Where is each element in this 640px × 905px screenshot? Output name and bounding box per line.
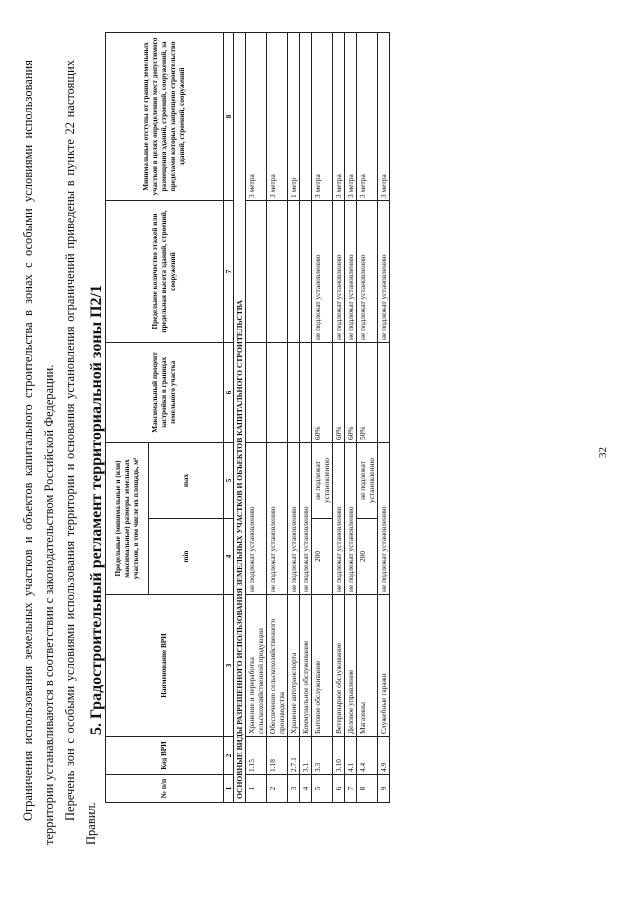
header-code: Код ВРИ [106, 737, 224, 775]
cell-percent [288, 342, 300, 442]
cell-num: 2 [267, 775, 288, 803]
cell-name: Обеспечение сельскохозяйственного производства [267, 595, 288, 737]
header-indent: Минимальные отступы от границ земельных участков в целях определения мест допустимого размещения зданий, строений, сооружений, за пределами которых запрещено строительство зданий, строений, сооружений [106, 32, 224, 200]
cell-percent [300, 342, 312, 442]
cell-indent: 1 метр [288, 32, 300, 200]
column-number: 2 [224, 737, 234, 775]
regulation-table [105, 32, 390, 803]
header-percent: Максимальный процент застройки в границах земельного участка [106, 342, 224, 442]
cell-code: 4.4 [357, 737, 378, 775]
column-number: 6 [224, 342, 234, 442]
table-row [333, 32, 345, 802]
header-num: № п/п [106, 775, 224, 803]
intro-paragraph-1: Ограничения использования земельных участков и объектов капитального строительства в зонах с особыми условиями использования территории устанавливаются в соответствии с законодательством Российской Федерации. [21, 60, 56, 845]
table-row [357, 32, 378, 802]
cell-code: 3.1 [300, 737, 312, 775]
cell-min: не подлежат установлению [246, 442, 267, 594]
cell-percent: 50% [357, 342, 378, 442]
table-header-row [106, 32, 149, 802]
column-number: 4 [224, 519, 234, 595]
cell-num: 6 [333, 775, 345, 803]
cell-percent [267, 342, 288, 442]
cell-name: Бытовое обслуживание [312, 595, 333, 737]
cell-percent [246, 342, 267, 442]
cell-indent: 3 метра [357, 32, 378, 200]
cell-code: 3.10 [333, 737, 345, 775]
cell-min: не подлежат установлению [288, 442, 300, 594]
table-row [345, 32, 357, 802]
cell-max: не подлежат установлению [312, 442, 333, 518]
cell-num: 1 [246, 775, 267, 803]
cell-floors [267, 200, 288, 342]
cell-floors: не подлежат установлению [312, 200, 333, 342]
cell-num: 3 [288, 775, 300, 803]
cell-name: Деловое управление [345, 595, 357, 737]
header-name: Наименование ВРИ [106, 595, 224, 737]
header-max: max [149, 442, 224, 518]
cell-indent: 3 метра [246, 32, 267, 200]
table-row [288, 32, 300, 802]
cell-indent: 3 метра [312, 32, 333, 200]
section-title: 5. Градостроительный регламент территориальной зоны П2/1 [88, 285, 105, 735]
cell-code: 1.15 [246, 737, 267, 775]
cell-floors: не подлежат установлению [357, 200, 378, 342]
cell-indent: 3 метра [267, 32, 288, 200]
section-label: ОСНОВНЫЕ ВИДЫ РАЗРЕШЕННОГО ИСПОЛЬЗОВАНИЯ ЗЕМЕЛЬНЫХ УЧАСТКОВ И ОБЪЕКТОВ КАПИТАЛЬНОГО СТРОИТЕЛЬСТВА [234, 32, 246, 802]
cell-min: не подлежат установлению [300, 442, 312, 594]
cell-floors: не подлежат установлению [333, 200, 345, 342]
cell-min: не подлежат установлению [378, 442, 390, 594]
page-number: 32 [597, 447, 609, 458]
cell-percent [378, 342, 390, 442]
cell-code: 1.18 [267, 737, 288, 775]
cell-min: не подлежат установлению [267, 442, 288, 594]
cell-num: 7 [345, 775, 357, 803]
table-row [378, 32, 390, 802]
cell-num: 5 [312, 775, 333, 803]
column-number: 5 [224, 442, 234, 518]
cell-num: 4 [300, 775, 312, 803]
cell-code: 4.9 [378, 737, 390, 775]
column-number: 8 [224, 32, 234, 200]
cell-code: 4.1 [345, 737, 357, 775]
column-number: 7 [224, 200, 234, 342]
header-floors: Предельное количество этажей или предельная высота зданий, строений, сооружений [106, 200, 224, 342]
cell-name: Магазины [357, 595, 378, 737]
table-row [312, 32, 333, 802]
table-row [267, 32, 288, 802]
column-number: 3 [224, 595, 234, 737]
table-row [246, 32, 267, 802]
cell-name: Служебные гаражи [378, 595, 390, 737]
cell-percent: 60% [345, 342, 357, 442]
cell-percent: 60% [333, 342, 345, 442]
cell-name: Коммунальное обслуживание [300, 595, 312, 737]
cell-min: не подлежат установлению [345, 442, 357, 594]
cell-floors [246, 200, 267, 342]
column-number: 1 [224, 775, 234, 803]
header-min: min [149, 519, 224, 595]
cell-code: 3.3 [312, 737, 333, 775]
column-number-row [224, 32, 234, 802]
cell-name: Хранение и переработка сельскохозяйственной продукции [246, 595, 267, 737]
header-size: Предельные (минимальные и (или) максимальные) размеры земельных участков, в том числе их площадь, м² [106, 442, 149, 594]
cell-indent: 3 метра [345, 32, 357, 200]
cell-num: 8 [357, 775, 378, 803]
cell-floors: не подлежат установлению [345, 200, 357, 342]
section-row [234, 32, 246, 802]
cell-floors: не подлежат установлению [378, 200, 390, 342]
cell-indent: 3 метра [333, 32, 345, 200]
cell-name: Хранение автотранспорта [288, 595, 300, 737]
cell-floors [288, 200, 300, 342]
cell-min: 200 [312, 519, 333, 595]
cell-num: 9 [378, 775, 390, 803]
cell-max: не подлежат установлению [357, 442, 378, 518]
cell-percent: 60% [312, 342, 333, 442]
cell-indent: 3 метра [378, 32, 390, 200]
cell-indent [300, 32, 312, 200]
cell-min: 200 [357, 519, 378, 595]
cell-name: Ветеринарное обслуживание [333, 595, 345, 737]
table-row [300, 32, 312, 802]
cell-code: 2.7.1 [288, 737, 300, 775]
cell-min: не подлежат установлению [333, 442, 345, 594]
cell-floors [300, 200, 312, 342]
intro-paragraph-2: Перечень зон с особыми условиями использования территории и основания установления ограничений приведены в пункте 22 настоящих Правил. [63, 60, 98, 845]
